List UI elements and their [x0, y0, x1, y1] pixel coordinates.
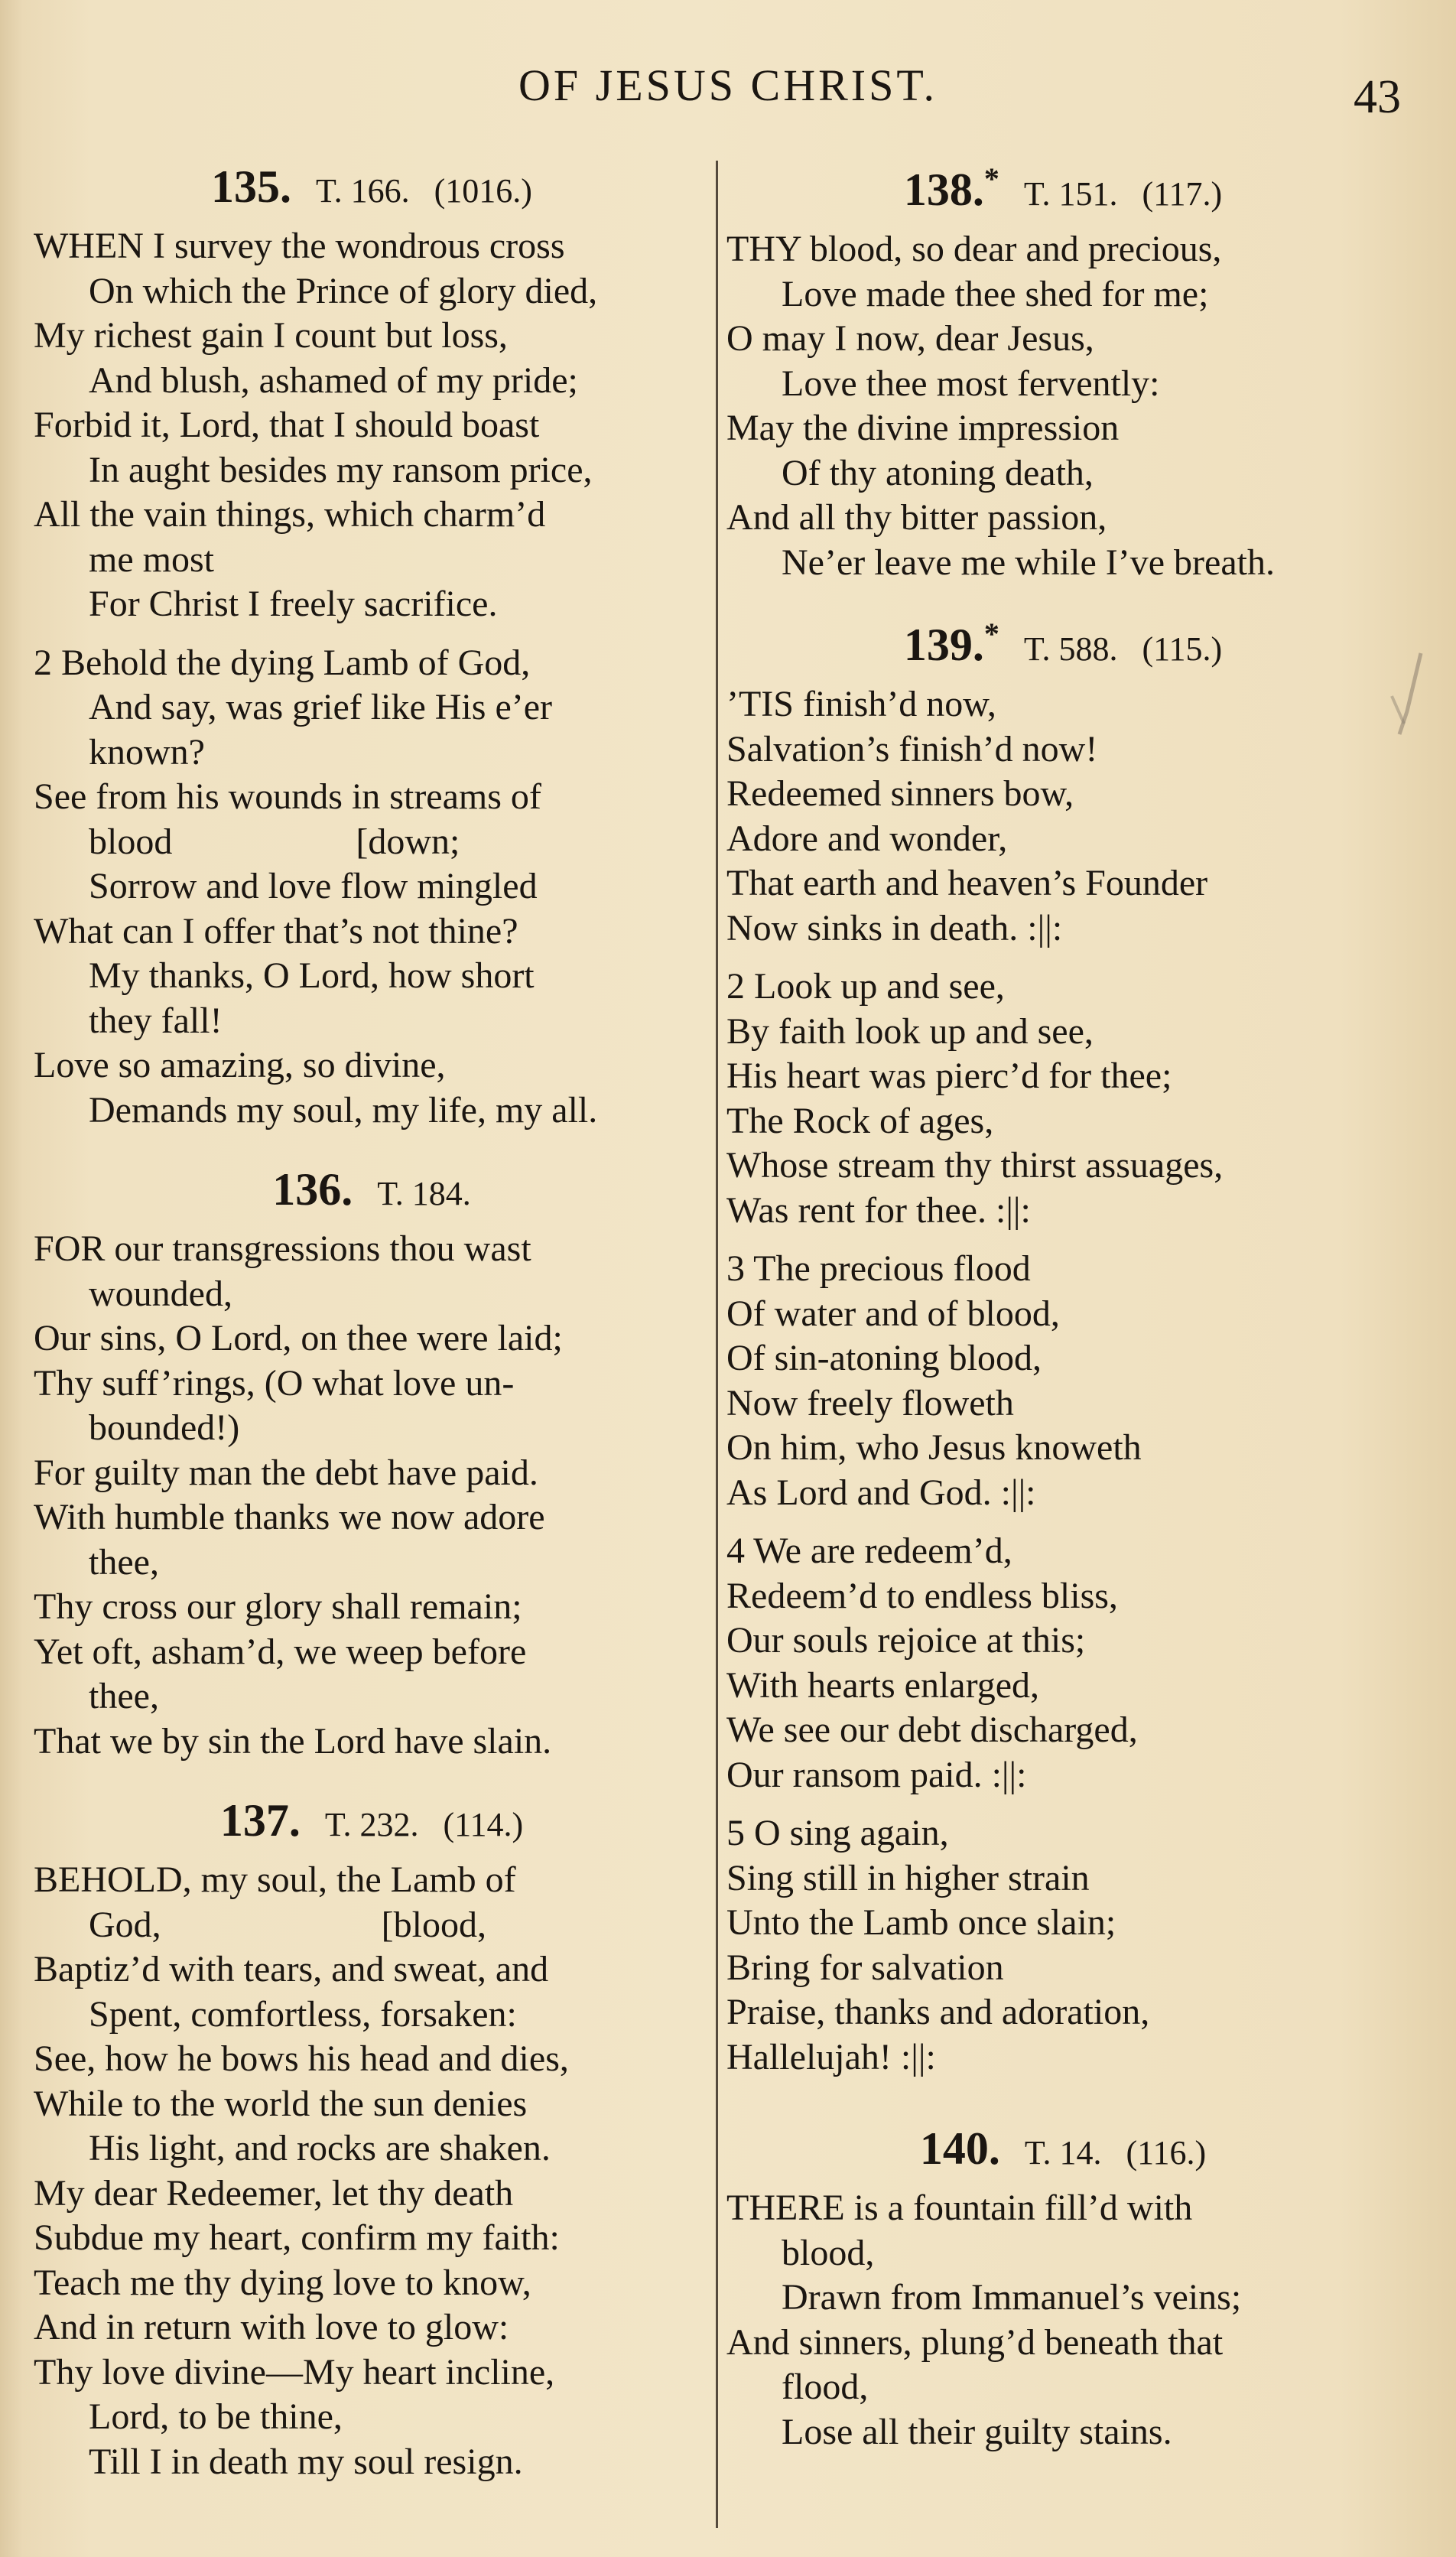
verse-line: 4 We are redeem’d,: [726, 1531, 1012, 1571]
verse-line: God, [blood,: [89, 1904, 486, 1945]
verse-line: While to the world the sun denies: [34, 2083, 528, 2124]
hymn-number: 136.: [272, 1164, 353, 1215]
verse-line: thee,: [89, 1676, 159, 1716]
verse-line: Yet oft, asham’d, we weep before: [34, 1631, 527, 1672]
hymn-number: 140.: [919, 2123, 1000, 2174]
hymn-header: [34, 1163, 710, 1216]
left-column: [34, 153, 710, 2484]
verse-line: Of water and of blood,: [726, 1293, 1060, 1334]
verse-line: 2 Look up and see,: [726, 966, 1005, 1007]
alternate-number: (1016.): [434, 172, 532, 210]
tune-reference: T. 184.: [377, 1175, 471, 1212]
verse-line: Sing still in higher strain: [726, 1857, 1090, 1898]
tune-reference: T. 151.: [1023, 175, 1118, 213]
verse-line: WHEN I survey the wondrous cross: [34, 226, 565, 266]
verse-line: For guilty man the debt have paid.: [34, 1452, 538, 1493]
verse-line: Demands my soul, my life, my all.: [89, 1089, 598, 1130]
verse-line: Love made thee shed for me;: [782, 273, 1209, 314]
verse-line: For Christ I freely sacrifice.: [89, 584, 498, 624]
verse-line: His light, and rocks are shaken.: [89, 2128, 551, 2168]
verse-line: And in return with love to glow:: [34, 2307, 509, 2347]
verse-line: That earth and heaven’s Founder: [726, 863, 1208, 903]
verse-line: Now freely floweth: [726, 1382, 1014, 1423]
verse-line: Bring for salvation: [726, 1947, 1004, 1988]
verse-line: As Lord and God. :||:: [726, 1472, 1036, 1513]
verse-line: Spent, comfortless, forsaken:: [89, 1993, 517, 2035]
hymn-140: [726, 2123, 1399, 2455]
hymn-139: [726, 616, 1399, 2080]
verse-line: Ne’er leave me while I’ve breath.: [782, 542, 1275, 583]
verse-line: Subdue my heart, confirm my faith:: [34, 2217, 560, 2258]
verse-line: Now sinks in death. :||:: [726, 907, 1063, 948]
verse-line: Lose all their guilty stains.: [782, 2411, 1172, 2452]
verse-line: they fall!: [89, 1000, 223, 1041]
verse-line: 5 O sing again,: [726, 1813, 949, 1853]
verse-line: Adore and wonder,: [726, 818, 1008, 859]
hymn-header: [34, 161, 710, 213]
verse-line: FOR our transgressions thou wast: [34, 1228, 531, 1269]
verse-line: flood,: [782, 2367, 869, 2407]
verse-line: And blush, ashamed of my pride;: [89, 359, 578, 401]
verse-line: Our ransom paid. :||:: [726, 1754, 1027, 1795]
alternate-number: (115.): [1142, 630, 1223, 668]
verse-line: me most: [89, 538, 214, 580]
verse-line: Of sin-atoning blood,: [726, 1338, 1042, 1378]
verse-line: On which the Prince of glory died,: [89, 270, 598, 311]
verse-line: Love thee most fervently:: [782, 363, 1160, 404]
alternate-number: (117.): [1142, 175, 1223, 213]
verse-line: By faith look up and see,: [726, 1010, 1094, 1052]
verse-line: And sinners, plung’d beneath that: [726, 2321, 1224, 2363]
verse-line: Thy suff’rings, (O what love un-: [34, 1362, 515, 1404]
verse-line: Thy love divine—My heart incline,: [34, 2351, 555, 2393]
verse-line: O may I now, dear Jesus,: [726, 318, 1094, 359]
verse-line: And all thy bitter passion,: [726, 497, 1107, 538]
hymn-number: 139.*: [903, 616, 999, 670]
hymn-number: 137.: [219, 1795, 301, 1846]
tune-reference: T. 232.: [324, 1806, 419, 1843]
verse-line: See, how he bows his head and dies,: [34, 2038, 569, 2079]
verse-line: May the divine impression: [726, 408, 1120, 448]
tune-reference: T. 14.: [1024, 2134, 1102, 2171]
verse-line: 2 Behold the dying Lamb of God,: [34, 642, 531, 683]
verse-line: wounded,: [89, 1273, 232, 1314]
verse-line: THERE is a fountain fill’d with: [726, 2188, 1193, 2228]
verse-line: Till I in death my soul resign.: [89, 2441, 523, 2482]
verse-line: Hallelujah! :||:: [726, 2036, 936, 2077]
verse-line: blood,: [782, 2232, 875, 2273]
verse-line: All the vain things, which charm’d: [34, 494, 546, 535]
hymn-header: [726, 616, 1399, 672]
verse-line: What can I offer that’s not thine?: [34, 910, 518, 952]
hymn-header: [34, 1794, 710, 1847]
right-column: [726, 153, 1399, 2455]
verse-line: That we by sin the Lord have slain.: [34, 1720, 552, 1762]
verse-line: Praise, thanks and adoration,: [726, 1992, 1150, 2032]
hymn-star: *: [983, 616, 999, 651]
tune-reference: T. 166.: [316, 172, 410, 210]
hymn-star: *: [983, 161, 999, 196]
verse-line: We see our debt discharged,: [726, 1710, 1138, 1750]
verse-line: With humble thanks we now adore: [34, 1497, 545, 1537]
hymn-135: [34, 161, 710, 1133]
verse-line: My dear Redeemer, let thy death: [34, 2172, 514, 2214]
tune-reference: T. 588.: [1023, 630, 1118, 668]
verse-line: Unto the Lamb once slain;: [726, 1902, 1116, 1943]
verse-line: My richest gain I count but loss,: [34, 315, 508, 356]
hymn-number: 138.*: [903, 161, 999, 215]
alternate-number: (116.): [1126, 2134, 1207, 2171]
verse-line: Our sins, O Lord, on thee were laid;: [34, 1318, 563, 1358]
verse-line: His heart was pierc’d for thee;: [726, 1056, 1172, 1096]
hymn-header: [726, 2123, 1399, 2175]
verse-line: Was rent for thee. :||:: [726, 1189, 1031, 1231]
hymn-136: [34, 1163, 710, 1764]
verse-line: ’TIS finish’d now,: [726, 684, 996, 724]
verse-line: Salvation’s finish’d now!: [726, 728, 1098, 769]
verse-line: Sorrow and love flow mingled: [89, 866, 538, 906]
page-number: 43: [1354, 71, 1401, 123]
verse-line: See from his wounds in streams of: [34, 776, 541, 817]
verse-line: THY blood, so dear and precious,: [726, 229, 1222, 269]
verse-line: Thy cross our glory shall remain;: [34, 1586, 522, 1627]
hymn-header: [726, 161, 1399, 216]
verse-line: My thanks, O Lord, how short: [89, 955, 535, 996]
verse-line: Of thy atoning death,: [782, 452, 1094, 493]
running-title: OF JESUS CHRIST.: [518, 60, 938, 110]
verse-line: Forbid it, Lord, that I should boast: [34, 405, 540, 445]
verse-line: With hearts enlarged,: [726, 1664, 1040, 1706]
verse-line: Baptiz’d with tears, and sweat, and: [34, 1949, 549, 1989]
hymn-137: [34, 1794, 710, 2484]
verse-line: Redeem’d to endless bliss,: [726, 1575, 1118, 1616]
verse-line: 3 The precious flood: [726, 1248, 1031, 1289]
verse-line: And say, was grief like His e’er: [89, 687, 553, 727]
verse-line: BEHOLD, my soul, the Lamb of: [34, 1859, 516, 1900]
verse-line: On him, who Jesus knoweth: [726, 1427, 1142, 1468]
verse-line: Our souls rejoice at this;: [726, 1620, 1086, 1661]
alternate-number: (114.): [443, 1806, 524, 1843]
verse-line: Whose stream thy thirst assuages,: [726, 1145, 1224, 1186]
verse-line: thee,: [89, 1541, 159, 1583]
verse-line: Drawn from Immanuel’s veins;: [782, 2277, 1242, 2318]
hymn-138: [726, 161, 1399, 585]
verse-line: Lord, to be thine,: [89, 2396, 343, 2437]
verse-line: known?: [89, 731, 205, 773]
hymn-number: 135.: [211, 161, 292, 212]
column-divider: [716, 161, 718, 2528]
verse-line: Redeemed sinners bow,: [726, 773, 1074, 814]
verse-line: bounded!): [89, 1407, 240, 1448]
verse-line: Love so amazing, so divine,: [34, 1045, 446, 1085]
verse-line: blood [down;: [89, 821, 460, 862]
verse-line: Teach me thy dying love to know,: [34, 2262, 531, 2303]
verse-line: In aught besides my ransom price,: [89, 449, 593, 490]
verse-line: The Rock of ages,: [726, 1100, 994, 1141]
